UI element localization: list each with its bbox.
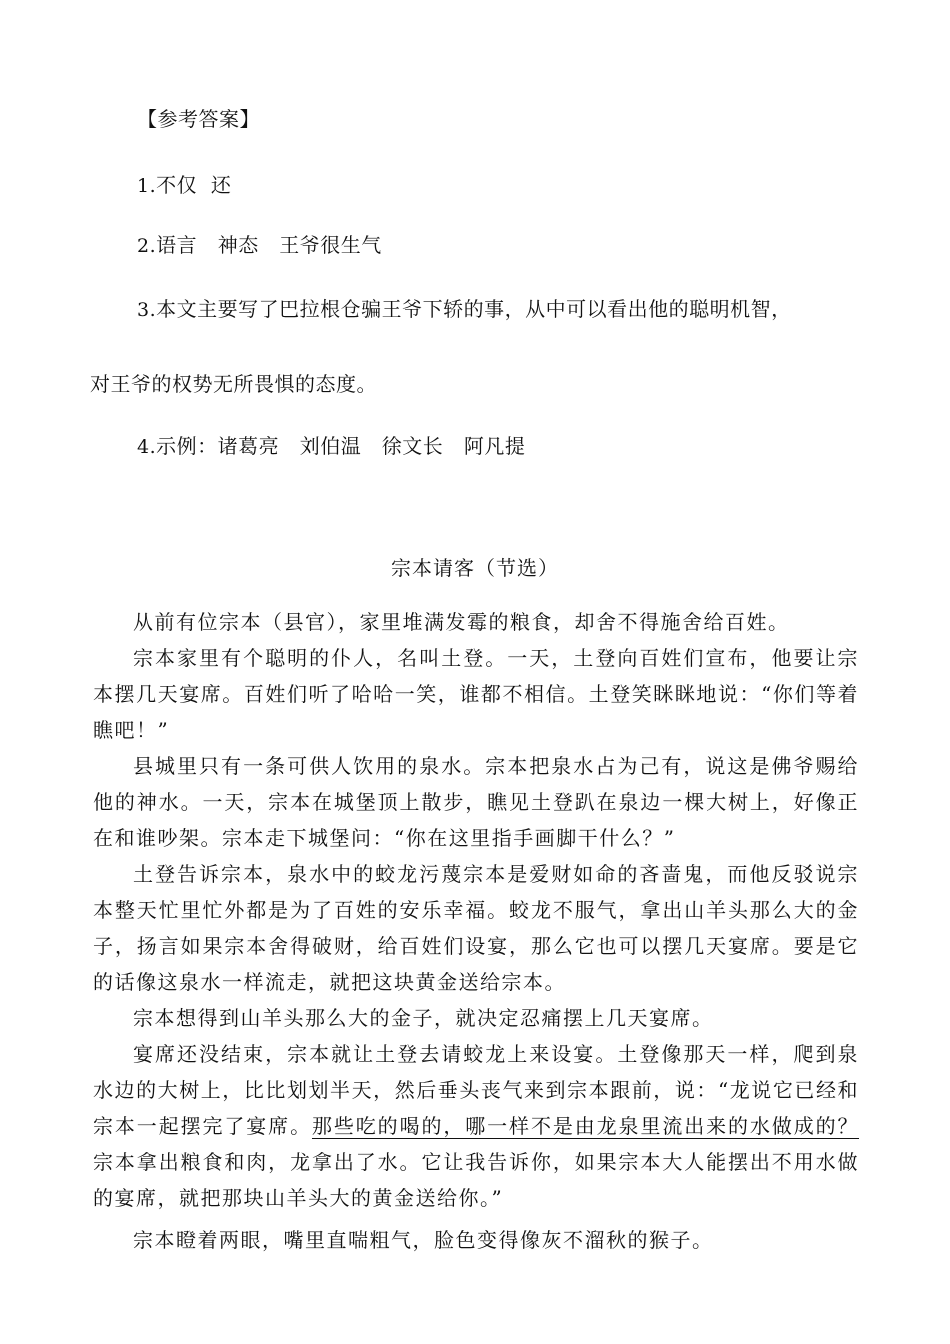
story-paragraph-2: 宗本家里有个聪明的仆人，名叫土登。一天，土登向百姓们宣布，他要让宗本摆几天宴席。百姓们听了哈哈一笑，谁都不相信。土登笑眯眯地说：“你们等着瞧吧！”	[93, 646, 859, 742]
answer-3-continuation: 对王爷的权势无所畏惧的态度。	[90, 372, 377, 396]
answer-3-text: 本文主要写了巴拉根仓骗王爷下轿的事，从中可以看出他的聪明机智，	[156, 297, 792, 321]
answer-4	[137, 430, 525, 459]
story-title: 宗本请客（节选）	[391, 556, 559, 580]
answer-3-number: 3.	[137, 299, 157, 321]
answer-2-number: 2.	[137, 235, 157, 257]
story-paragraph-6-end: 宗本拿出粮食和肉，龙拿出了水。它让我告诉你，如果宗本大人能摆出不用水做的宴席，就把那块山羊头大的黄金送给你。”	[93, 1150, 859, 1210]
story-paragraph-1: 从前有位宗本（县官），家里堆满发霉的粮食，却舍不得施舍给百姓。	[133, 610, 790, 634]
answer-4-text: 示例：诸葛亮 刘伯温 徐文长 阿凡提	[156, 434, 526, 458]
answer-1-text: 不仅 还	[156, 173, 232, 197]
story-paragraph-6-start: 宴席还没结束，宗本就让土登去请蛟龙上来设宴。土登像那天一样，爬到泉水边的大树上，比比划划半天，然后垂头丧气来到宗本跟前，说：“龙说它已经和宗本一起摆完了宴席。	[93, 1042, 859, 1138]
answer-heading: 【参考答案】	[137, 107, 260, 131]
story-paragraph-7: 宗本瞪着两眼，嘴里直喘粗气，脸色变得像灰不溜秋的猴子。	[133, 1228, 714, 1252]
answer-2	[137, 229, 382, 258]
underlined-sentence: 那些吃的喝的，哪一样不是由龙泉里流出来的水做成的？	[311, 1114, 860, 1138]
answer-4-number: 4.	[137, 436, 157, 458]
story-body	[93, 604, 859, 1258]
answer-1	[137, 169, 231, 198]
answer-3	[137, 293, 792, 322]
story-paragraph-4: 土登告诉宗本，泉水中的蛟龙污蔑宗本是爱财如命的吝啬鬼，而他反驳说宗本整天忙里忙外都是为了百姓的安乐幸福。蛟龙不服气，拿出山羊头那么大的金子，扬言如果宗本舍得破财，给百姓们设宴，那么它也可以摆几天宴席。要是它的话像这泉水一样流走，就把这块黄金送给宗本。	[93, 862, 859, 994]
answer-1-number: 1.	[137, 175, 157, 197]
story-paragraph-6	[93, 1036, 859, 1216]
story-paragraph-3: 县城里只有一条可供人饮用的泉水。宗本把泉水占为己有，说这是佛爷赐给他的神水。一天，宗本在城堡顶上散步，瞧见土登趴在泉边一棵大树上，好像正在和谁吵架。宗本走下城堡问：“你在这里指手画脚干什么？”	[93, 754, 859, 850]
answer-2-text: 语言 神态 王爷很生气	[156, 233, 382, 257]
story-paragraph-5: 宗本想得到山羊头那么大的金子，就决定忍痛摆上几天宴席。	[133, 1006, 714, 1030]
